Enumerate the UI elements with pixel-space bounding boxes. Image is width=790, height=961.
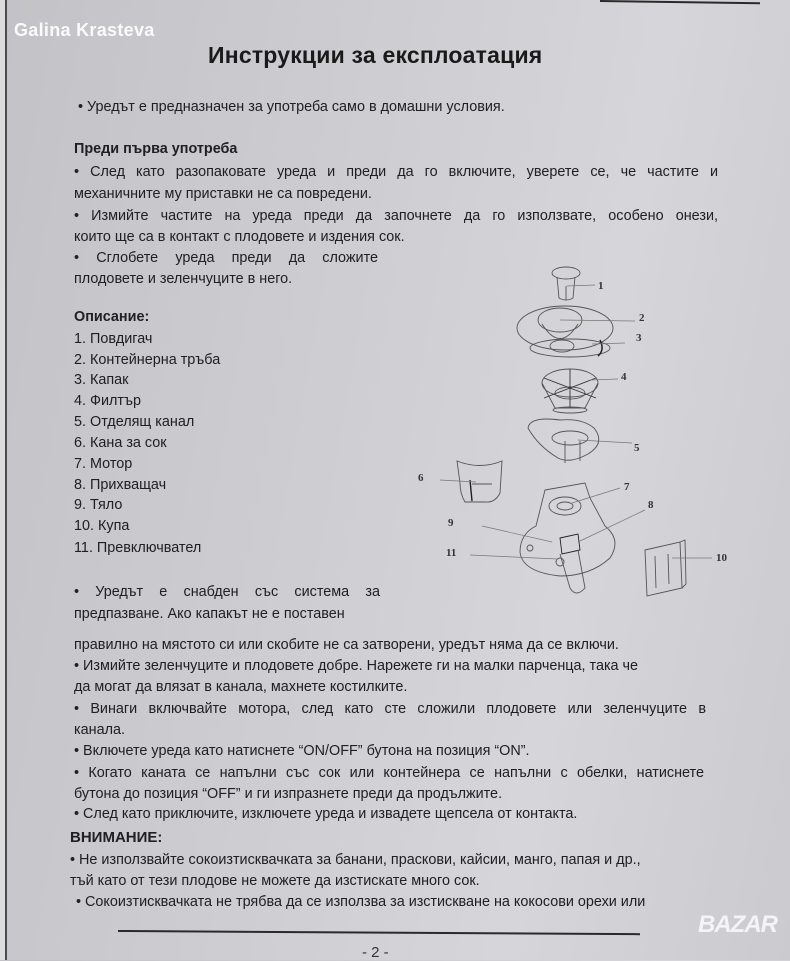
bazar-logo: BAZAR: [698, 911, 777, 938]
part-list-item: 10. Купа: [74, 518, 130, 534]
part-list-item: 7. Мотор: [74, 456, 133, 472]
diagram-label-4: 4: [621, 371, 627, 383]
juicer-exploded-diagram: [410, 258, 750, 598]
part-list-item: 6. Кана за сок: [74, 435, 167, 451]
section-heading-before-first-use: Преди първа употреба: [74, 141, 238, 157]
part-filter: [542, 369, 598, 413]
part-channel: [528, 419, 599, 463]
paragraph-line: • Измийте частите на уреда преди да започнете да го използвате, особено онези,: [74, 208, 718, 224]
part-list-item: 8. Прихващач: [74, 477, 167, 493]
diagram-label-5: 5: [634, 442, 640, 454]
paragraph-line: • Уредът е снабден със система за: [74, 584, 380, 600]
section-heading-warning: ВНИМАНИЕ:: [70, 829, 163, 846]
page-edge: [5, 0, 7, 960]
part-list-item: 9. Тяло: [74, 497, 123, 513]
paragraph-line: • Не използвайте сокоизтисквачката за банани, праскови, кайсии, манго, папая и др.,: [70, 852, 641, 868]
diagram-label-8: 8: [648, 499, 654, 511]
paragraph-line: канала.: [74, 722, 125, 738]
top-rule: [600, 0, 760, 4]
part-list-item: 2. Контейнерна тръба: [74, 352, 221, 368]
paragraph-line: плодовете и зеленчуците в него.: [74, 271, 293, 287]
paragraph-line: бутона до позиция “OFF” и ги изпразнете преди да продължите.: [74, 786, 503, 802]
paragraph-line: • Измийте зеленчуците и плодовете добре. Нарежете ги на малки парченца, така че: [74, 658, 639, 674]
diagram-label-3: 3: [636, 332, 642, 344]
paragraph-line: правилно на мястото си или скобите не са затворени, уредът няма да се включи.: [74, 637, 619, 653]
section-heading-description: Описание:: [74, 309, 150, 325]
diagram-label-10: 10: [716, 552, 727, 564]
paragraph-line: • Сглобете уреда преди да сложите: [74, 250, 378, 266]
diagram-label-7: 7: [624, 481, 630, 493]
part-list-item: 1. Повдигач: [74, 331, 153, 347]
part-pusher: [552, 267, 580, 300]
page-title: Инструкции за експлоатация: [208, 42, 543, 68]
paragraph-line: • След като приключите, изключете уреда и извадете щепсела от контакта.: [74, 806, 578, 822]
paragraph-line: предпазване. Ако капакът не е поставен: [74, 606, 345, 622]
page-number: - 2 -: [362, 944, 389, 961]
part-list-item: 3. Капак: [74, 372, 129, 388]
paragraph-line: • Винаги включвайте мотора, след като сте сложили плодовете или зеленчуците в: [74, 701, 706, 717]
part-pulp-bowl: [645, 540, 686, 596]
paragraph-line: • Сокоизтисквачката не трябва да се използва за изстискване на кокосови орехи или: [76, 894, 646, 910]
paragraph-line: механичните му приставки не са повредени.: [74, 186, 372, 202]
intro-text: • Уредът е предназначен за употреба само в домашни условия.: [78, 99, 505, 115]
paragraph-line: които ще са в контакт с плодовете и издения сок.: [74, 229, 405, 245]
paragraph-line: • Включете уреда като натиснете “ON/OFF” бутона на позиция “ON”.: [74, 743, 530, 759]
paragraph-line: • След като разопаковате уреда и преди да го включите, уверете се, че частите и: [74, 164, 718, 180]
paragraph-line: да могат да влязат в канала, махнете костилките.: [74, 679, 408, 695]
diagram-label-11: 11: [446, 547, 457, 559]
footer-rule: [118, 930, 640, 935]
diagram-label-9: 9: [448, 517, 454, 529]
watermark-name: Galina Krasteva: [14, 20, 155, 40]
diagram-label-6: 6: [418, 472, 424, 484]
paragraph-line: • Когато каната се напълни със сок или контейнера се напълни с обелки, натиснете: [74, 765, 704, 781]
diagram-label-2: 2: [639, 312, 645, 324]
diagram-label-1: 1: [598, 280, 604, 292]
part-list-item: 4. Филтър: [74, 393, 141, 409]
part-lid: [517, 306, 613, 357]
part-list-item: 11. Превключвател: [74, 540, 202, 556]
part-list-item: 5. Отделящ канал: [74, 414, 195, 430]
paragraph-line: тъй като от тези плодове не можете да изстискате много сок.: [70, 873, 480, 889]
